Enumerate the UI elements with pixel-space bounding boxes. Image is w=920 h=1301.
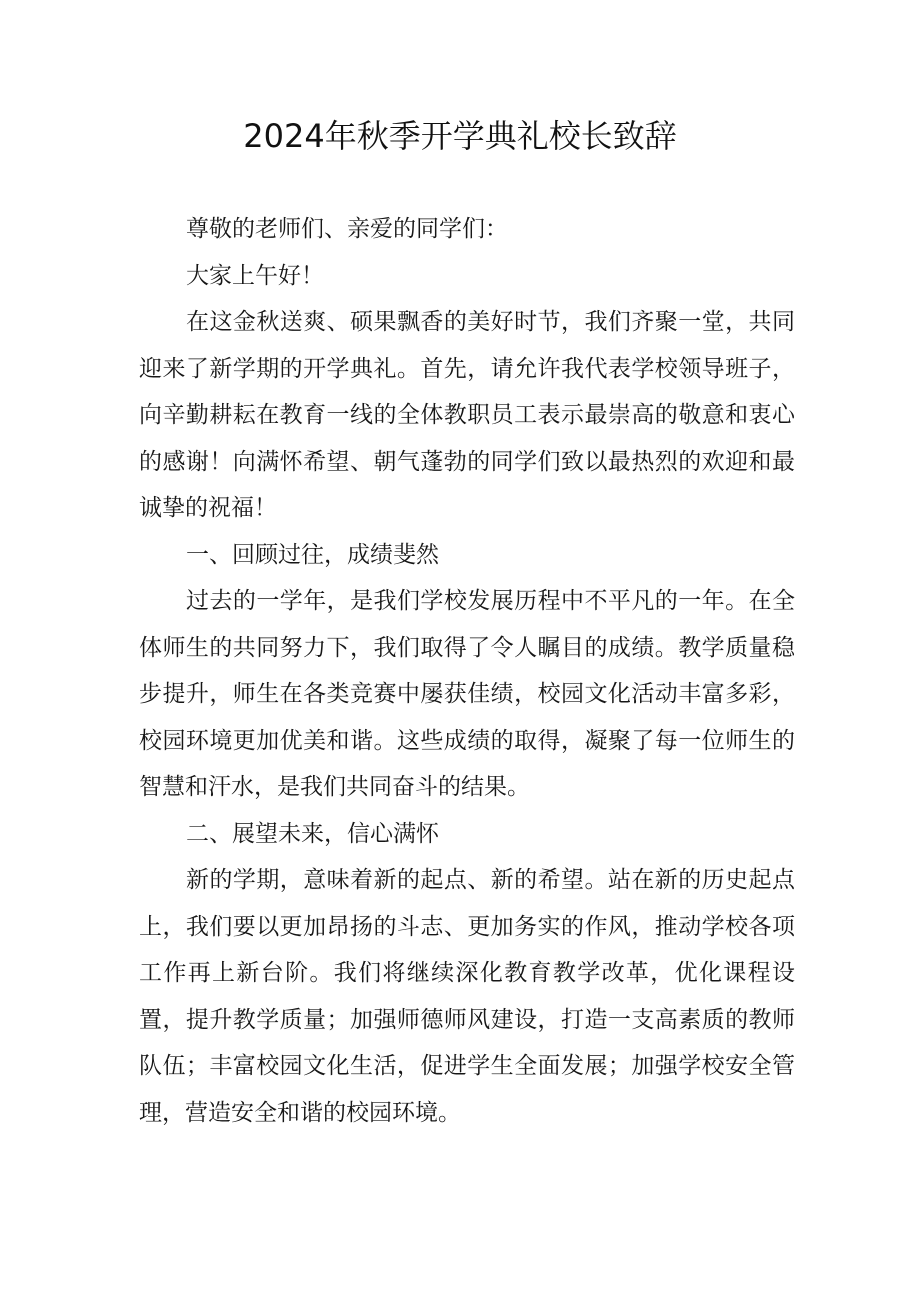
outlook-paragraph: 新的学期，意味着新的起点、新的希望。站在新的历史起点上，我们要以更加昂扬的斗志、更加务实的作风，推动学校各项工作再上新台阶。我们将继续深化教育教学改革，优化课程设置，提升教学质量；加强师德师风建设，打造一支高素质的教师队伍；丰富校园文化生活，促进学生全面发展；加强学校安全管理，营造安全和谐的校园环境。	[139, 867, 795, 1126]
document-title: 2024年秋季开学典礼校长致辞	[243, 117, 677, 155]
section-heading-review: 一、回顾过往，成绩斐然	[186, 541, 439, 568]
intro-paragraph: 在这金秋送爽、硕果飘香的美好时节，我们齐聚一堂，共同迎来了新学期的开学典礼。首先，请允许我代表学校领导班子，向辛勤耕耘在教育一线的全体教职员工表示最崇高的敬意和衷心的感谢！向满怀希望、朝气蓬勃的同学们致以最热烈的欢迎和最诚挚的祝福！	[139, 309, 795, 521]
document-body	[139, 206, 795, 1136]
salutation: 尊敬的老师们、亲爱的同学们：	[186, 216, 508, 242]
review-paragraph: 过去的一学年，是我们学校发展历程中不平凡的一年。在全体师生的共同努力下，我们取得了令人瞩目的成绩。教学质量稳步提升，师生在各类竞赛中屡获佳绩，校园文化活动丰富多彩，校园环境更加优美和谐。这些成绩的取得，凝聚了每一位师生的智慧和汗水，是我们共同奋斗的结果。	[139, 588, 795, 800]
section-heading-outlook: 二、展望未来，信心满怀	[186, 820, 439, 847]
greeting: 大家上午好！	[186, 262, 324, 289]
